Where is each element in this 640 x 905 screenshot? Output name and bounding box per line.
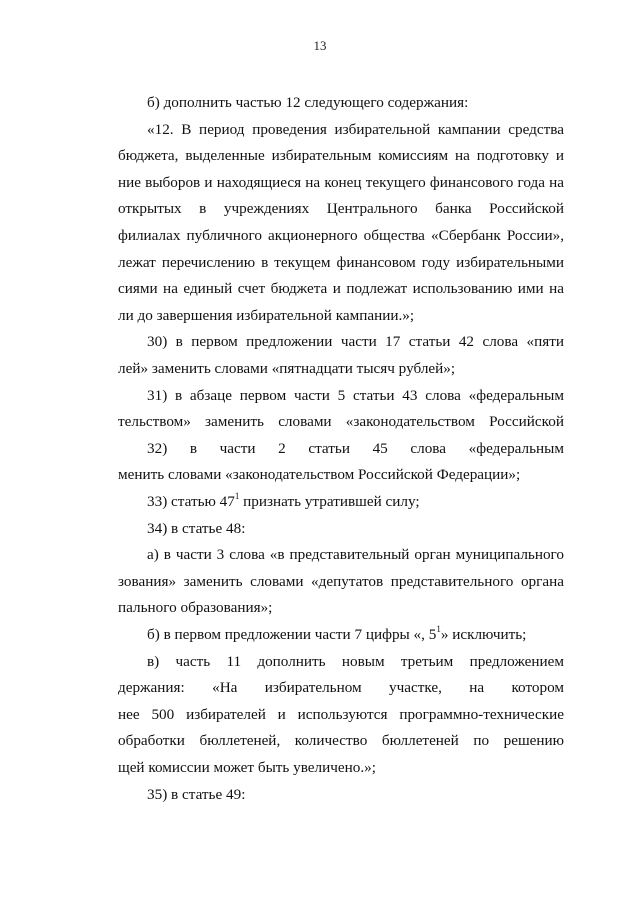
text-line: лежат перечислению в текущем финансовом году избирательными	[118, 254, 564, 271]
text-line: сиями на единый счет бюджета и подлежат использованию ими на	[118, 280, 564, 297]
text-line: нее 500 избирателей и используются программно-технические	[118, 706, 564, 723]
text-line: щей комиссии может быть увеличено.»;	[118, 759, 376, 776]
superscript: 1	[234, 490, 240, 501]
text-line: ние выборов и находящиеся на конец текущего финансового года на	[118, 174, 564, 191]
text-line: в) часть 11 дополнить новым третьим предложением	[147, 653, 564, 670]
text-line: менить словами «законодательством Российской Федерации»;	[118, 466, 521, 483]
superscript: 1	[436, 623, 441, 634]
text-line: пального образования»;	[118, 599, 273, 616]
text-line: открытых в учреждениях Центрального банка Российской	[118, 200, 564, 217]
text-line: «12. В период проведения избирательной кампании средства	[147, 121, 564, 138]
text-line: 32) в части 2 статьи 45 слова «федеральным	[147, 440, 564, 457]
text-line: ли до завершения избирательной кампании.»;	[118, 307, 415, 324]
text-line: 35) в статье 49:	[147, 786, 246, 803]
page-number: 13	[313, 38, 327, 53]
text-line: держания: «На избирательном участке, на котором	[118, 679, 564, 696]
text-segment: » исключить;	[440, 626, 527, 643]
text-line	[147, 492, 564, 512]
text-line: бюджета, выделенные избирательным комиссиям на подготовку и	[118, 147, 564, 164]
text-line: филиалах публичного акционерного общества «Сбербанк России»,	[118, 227, 564, 244]
text-line: б) дополнить частью 12 следующего содержания:	[147, 94, 469, 111]
text-line: 34) в статье 48:	[147, 520, 246, 537]
text-line: лей» заменить словами «пятнадцати тысяч рублей»;	[118, 360, 456, 377]
text-line: 30) в первом предложении части 17 статьи 42 слова «пяти	[147, 333, 564, 350]
text-segment: б) в первом предложении части 7 цифры «, 5	[147, 626, 437, 643]
text-line: обработки бюллетеней, количество бюллетеней по решению	[118, 732, 564, 749]
text-line: зования» заменить словами «депутатов представительного органа	[118, 573, 564, 590]
text-line: 31) в абзаце первом части 5 статьи 43 слова «федеральным	[147, 387, 564, 404]
text-line: а) в части 3 слова «в представительный орган муниципального	[147, 546, 564, 563]
text-line	[147, 625, 564, 645]
text-line: тельством» заменить словами «законодательством Российской	[118, 413, 564, 430]
text-segment: признать утратившей силу;	[239, 493, 420, 510]
text-segment: 33) статью 47	[147, 493, 235, 510]
